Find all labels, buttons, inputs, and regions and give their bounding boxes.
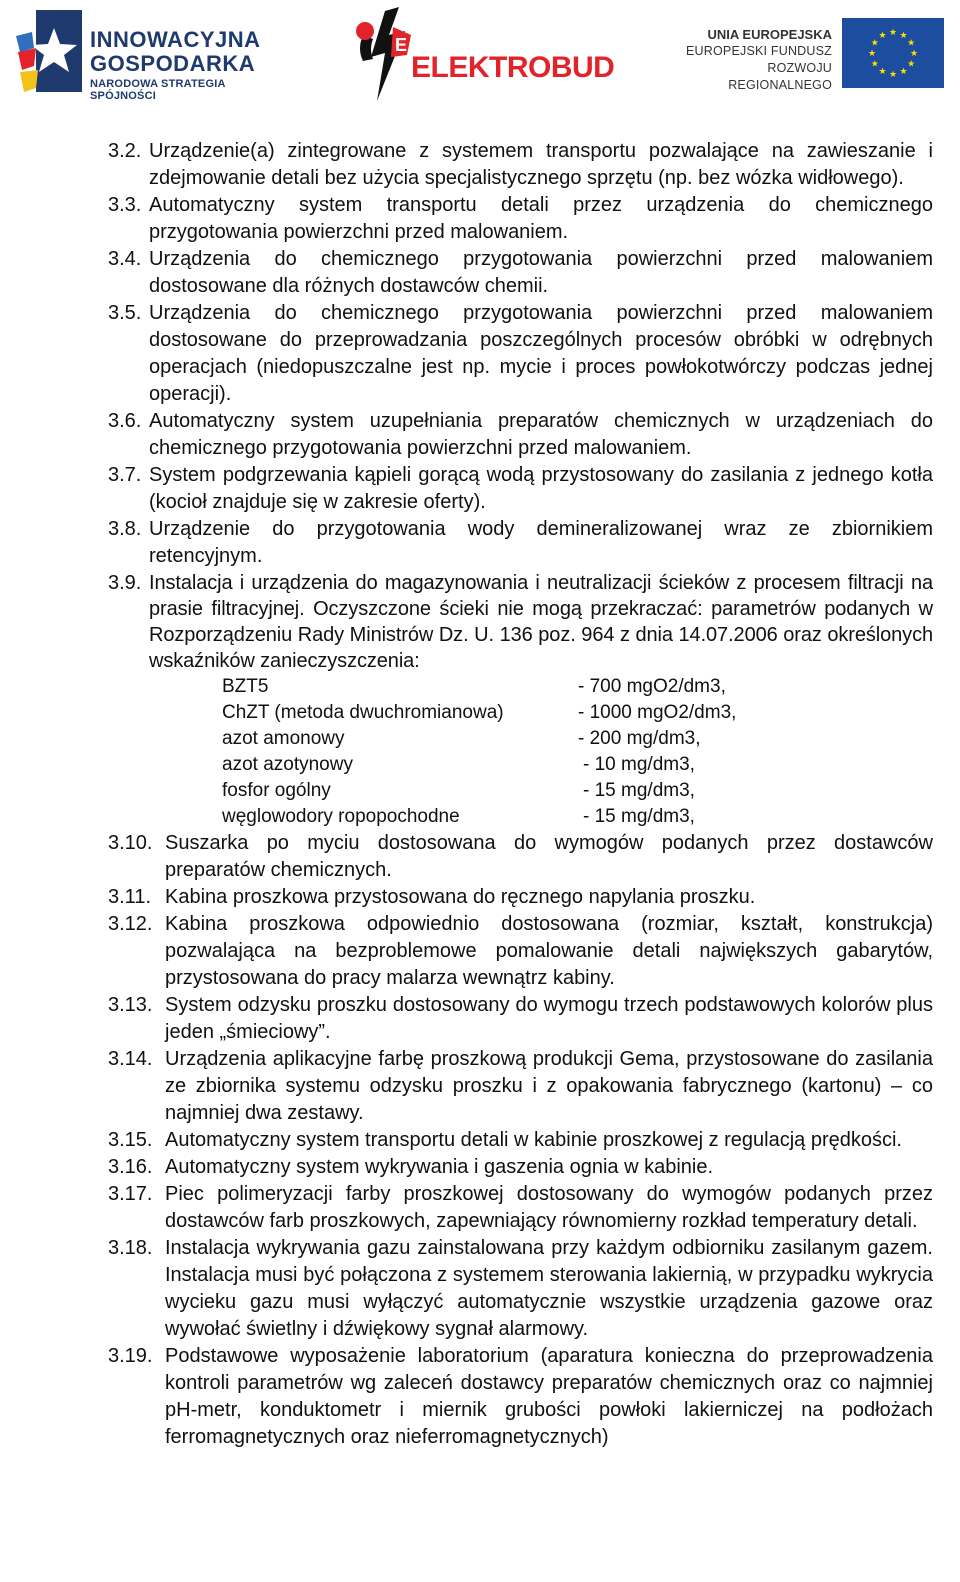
item-text: Urządzenie(a) zintegrowane z systemem transportu pozwalające na zawieszanie i zdejmowanie detali bez użycia specjalistycznego sprzętu (np. bez wózka widłowego). xyxy=(149,140,933,189)
item-text: Kabina proszkowa przystosowana do ręcznego napylania proszku. xyxy=(165,886,756,908)
parameter-name: BZT5 xyxy=(222,676,269,697)
list-item xyxy=(108,408,933,462)
innowacyjna-gospodarka-logo xyxy=(14,8,284,102)
svg-text:★: ★ xyxy=(888,28,898,38)
svg-text:★: ★ xyxy=(870,59,879,70)
item-number: 3.5. xyxy=(108,302,142,324)
item-text: Automatyczny system transportu detali w kabinie proszkowej z regulacją prędkości. xyxy=(165,1129,902,1151)
parameter-name: węglowodory ropopochodne xyxy=(222,806,460,827)
item-text: Podstawowe wyposażenie laboratorium (aparatura konieczna do przeprowadzenia kontroli parametrów wg zaleceń dostawcy preparatów chemicznych oraz co najmniej pH-metr, konduktometr i miernik grubości powłoki lakierniczej na podłożach ferromagnetycznych oraz nieferromagnetycznych) xyxy=(165,1345,933,1448)
parameter-value: - 15 mg/dm3, xyxy=(583,780,695,801)
svg-text:E: E xyxy=(395,35,408,55)
parameter-value: - 1000 mgO2/dm3, xyxy=(578,702,737,723)
eu-flag-icon xyxy=(842,18,944,88)
item-number: 3.14. xyxy=(108,1048,153,1070)
list-item xyxy=(108,300,933,408)
star-logo-icon xyxy=(14,8,86,96)
item-text: Kabina proszkowa odpowiednio dostosowana (rozmiar, kształt, konstrukcja) pozwalająca na bezproblemowe pomalowanie detali największych gabarytów, przystosowana do pracy malarza wewnątrz kabiny. xyxy=(165,913,933,989)
svg-text:★: ★ xyxy=(870,38,879,49)
list-item xyxy=(108,911,933,992)
item-text: Instalacja i urządzenia do magazynowania i neutralizacji ścieków z procesem filtracji na prasie filtracyjnej. Oczyszczone ścieki nie mogą przekraczać: parametrów podanych w Rozporządzeniu Rady Ministrów Dz. U. 136 poz. 964 z dnia 14.07.2006 oraz określonych wskaźników zanieczyszczenia: xyxy=(149,572,933,672)
item-number: 3.9. xyxy=(108,572,142,594)
item-number: 3.3. xyxy=(108,194,142,216)
item-text: Instalacja wykrywania gazu zainstalowana przy każdym odbiorniku zasilanym gazem. Instalacja musi być połączona z systemem sterowania lakiernią, w przypadku wykrycia wycieku gazu musi wyłączyć automatycznie wszystkie urządzenia gazowe oraz wywołać świetlny i dźwiękowy sygnał alarmowy. xyxy=(165,1237,933,1340)
svg-text:★: ★ xyxy=(867,49,877,59)
item-number: 3.2. xyxy=(108,140,142,162)
list-item xyxy=(108,1235,933,1343)
item-text: Urządzenia aplikacyjne farbę proszkową produkcji Gema, przystosowane do zasilania ze zbiornika systemu odzysku proszku i z opakowania fabrycznego (kartonu) – co najmniej dwa zestawy. xyxy=(165,1048,933,1124)
item-text: Automatyczny system wykrywania i gaszenia ognia w kabinie. xyxy=(165,1156,714,1178)
item-number: 3.19. xyxy=(108,1345,153,1367)
item-text: System odzysku proszku dostosowany do wymogu trzech podstawowych kolorów plus jeden „śmieciowy”. xyxy=(165,994,933,1043)
logo-line-2: GOSPODARKA xyxy=(90,51,256,76)
list-item xyxy=(108,884,933,911)
elektrobud-wordmark: ELEKTROBUD xyxy=(411,51,615,84)
list-item xyxy=(108,1046,933,1127)
logo-line-3: NARODOWA STRATEGIA SPÓJNOŚCI xyxy=(90,78,226,102)
item-number: 3.6. xyxy=(108,410,142,432)
svg-text:★: ★ xyxy=(888,70,898,80)
item-number: 3.18. xyxy=(108,1237,153,1259)
parameter-row xyxy=(222,674,933,700)
parameter-row xyxy=(222,804,933,830)
item-text: Urządzenia do chemicznego przygotowania powierzchni przed malowaniem dostosowane dla różnych dostawców chemii. xyxy=(149,248,933,297)
parameter-row xyxy=(222,726,933,752)
item-number: 3.11. xyxy=(108,886,151,908)
eu-line-3: ROZWOJU REGIONALNEGO xyxy=(728,61,832,92)
svg-text:★: ★ xyxy=(907,38,916,49)
logo-line-1: INNOWACYJNA xyxy=(90,27,261,52)
item-number: 3.16. xyxy=(108,1156,153,1178)
svg-text:★: ★ xyxy=(907,59,916,70)
parameter-value: - 10 mg/dm3, xyxy=(583,754,695,775)
item-text: Urządzenie do przygotowania wody demineralizowanej wraz ze zbiornikiem retencyjnym. xyxy=(149,518,933,567)
item-number: 3.13. xyxy=(108,994,153,1016)
parameter-name: azot azotynowy xyxy=(222,754,353,775)
item-text: Piec polimeryzacji farby proszkowej dostosowany do wymogów podanych przez dostawców farb proszkowych, zapewniający równomierny rozkład temperatury detali. xyxy=(165,1183,933,1232)
item-text: Automatyczny system transportu detali przez urządzenia do chemicznego przygotowania powierzchni przed malowaniem. xyxy=(149,194,933,243)
list-item xyxy=(108,570,933,674)
parameter-value: - 700 mgO2/dm3, xyxy=(578,676,726,697)
item-number: 3.10. xyxy=(108,832,153,854)
list-item xyxy=(108,1343,933,1451)
eu-fund-logo xyxy=(660,14,950,94)
parameter-name: fosfor ogólny xyxy=(222,780,331,801)
svg-text:★: ★ xyxy=(899,30,908,41)
list-item xyxy=(108,462,933,516)
svg-text:★: ★ xyxy=(878,67,887,78)
svg-text:★: ★ xyxy=(899,67,908,78)
eu-line-2: EUROPEJSKI FUNDUSZ xyxy=(686,44,832,58)
item-number: 3.4. xyxy=(108,248,142,270)
parameter-value: - 15 mg/dm3, xyxy=(583,806,695,827)
page-header xyxy=(0,0,960,110)
parameter-name: ChZT (metoda dwuchromianowa) xyxy=(222,702,504,723)
parameter-row xyxy=(222,778,933,804)
item-text: Suszarka po myciu dostosowana do wymogów podanych przez dostawców preparatów chemicznych. xyxy=(165,832,933,881)
parameter-value: - 200 mg/dm3, xyxy=(578,728,701,749)
item-text: System podgrzewania kąpieli gorącą wodą przystosowany do zasilania z jednego kotła (kocioł znajduje się w zakresie oferty). xyxy=(149,464,933,513)
item-text: Automatyczny system uzupełniania preparatów chemicznych w urządzeniach do chemicznego przygotowania powierzchni przed malowaniem. xyxy=(149,410,933,459)
parameter-name: azot amonowy xyxy=(222,728,345,749)
list-item xyxy=(108,1127,933,1154)
list-item xyxy=(108,138,933,192)
eu-line-1: UNIA EUROPEJSKA xyxy=(707,27,832,42)
item-number: 3.15. xyxy=(108,1129,153,1151)
parameter-row xyxy=(222,752,933,778)
document-body xyxy=(108,138,933,1451)
item-number: 3.8. xyxy=(108,518,142,540)
list-item xyxy=(108,992,933,1046)
elektrobud-logo xyxy=(355,5,615,105)
list-item xyxy=(108,246,933,300)
list-item xyxy=(108,1181,933,1235)
item-number: 3.17. xyxy=(108,1183,153,1205)
list-item xyxy=(108,830,933,884)
item-text: Urządzenia do chemicznego przygotowania powierzchni przed malowaniem dostosowane do przeprowadzania poszczególnych procesów obróbki w odrębnych operacjach (niedopuszczalne jest np. mycie i proces powłokotwórczy podczas jednej operacji). xyxy=(149,302,933,405)
item-number: 3.12. xyxy=(108,913,153,935)
pollutant-parameters xyxy=(222,674,933,830)
list-item xyxy=(108,516,933,570)
svg-text:★: ★ xyxy=(909,49,919,59)
svg-text:★: ★ xyxy=(878,30,887,41)
list-item xyxy=(108,192,933,246)
parameter-row xyxy=(222,700,933,726)
item-number: 3.7. xyxy=(108,464,142,486)
list-item xyxy=(108,1154,933,1181)
